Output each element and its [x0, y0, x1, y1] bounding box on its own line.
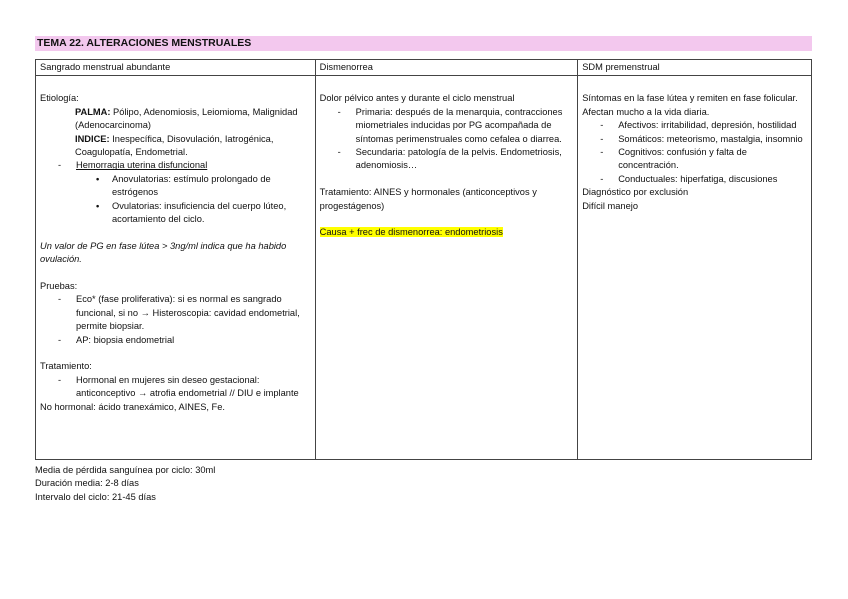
pg-note: Un valor de PG en fase lútea > 3ng/ml indica que ha habido ovulación.: [40, 240, 287, 265]
palma-line: [40, 106, 311, 133]
pruebas-label: Pruebas:: [40, 281, 78, 292]
list-item: - Primaria: después de la menarquia, contracciones miometriales inducidas por PG acompañada de síntomas perimenstruales como cefalea o diarrea.: [320, 106, 574, 146]
summary-table: [35, 59, 812, 460]
list-item: - Eco* (fase proliferativa): si es normal es sangrado funcional, si no → Histeroscopia: cavidad endometrial, permite biopsiar.: [40, 293, 311, 333]
list-item: - Cognitivos: confusión y falta de concentración.: [582, 146, 807, 173]
indice-line: [40, 133, 311, 160]
list-item: - Somáticos: meteorismo, mastalgia, insomnio: [582, 133, 807, 146]
diagnostico-line: Diagnóstico por exclusión: [582, 187, 689, 198]
list-item: • Anovulatorias: estímulo prolongado de estrógenos: [76, 173, 311, 200]
list-item: - AP: biopsia endometrial: [40, 334, 311, 347]
cell-sdm: [578, 76, 812, 460]
huf-label: Hemorragia uterina disfuncional: [76, 160, 208, 171]
huf-list: [40, 159, 311, 226]
causa-highlight: Causa + frec de dismenorrea: endometriosis: [319, 227, 503, 238]
sdm-intro: Síntomas en la fase lútea y remiten en fase folicular. Afectan mucho a la vida diaria.: [582, 93, 798, 117]
etiologia-label: Etiología:: [40, 93, 79, 104]
list-item: • Ovulatorias: insuficiencia del cuerpo lúteo, acortamiento del ciclo.: [76, 200, 311, 227]
footer-line: Media de pérdida sanguínea por ciclo: 30ml: [35, 465, 216, 475]
list-item: - Afectivos: irritabilidad, depresión, hostilidad: [582, 119, 807, 132]
sdm-list: [582, 119, 807, 186]
cell-sangrado: [36, 76, 316, 460]
header-dismenorrea: Dismenorrea: [315, 60, 578, 76]
list-item: - Conductuales: hiperfatiga, discusiones: [582, 173, 807, 186]
table-body-row: [36, 76, 812, 460]
header-sdm: SDM premenstrual: [578, 60, 812, 76]
page-title: TEMA 22. ALTERACIONES MENSTRUALES: [35, 36, 812, 51]
palma-text: Pólipo, Adenomiosis, Leiomioma, Malignidad (Adenocarcinoma): [75, 106, 298, 131]
huf-sublist: [76, 173, 311, 227]
list-item: - Hormonal en mujeres sin deseo gestacional: anticonceptivo → atrofia endometrial // DIU e implante: [40, 374, 311, 401]
palma-label: PALMA:: [75, 106, 111, 117]
cell-dismenorrea: [315, 76, 578, 460]
list-item: - Secundaria: patología de la pelvis. Endometriosis, adenomiosis…: [320, 146, 574, 173]
no-hormonal-line: No hormonal: ácido tranexámico, AINES, Fe.: [40, 401, 225, 412]
indice-text: Inespecífica, Disovulación, Iatrogénica, Coagulopatía, Endometrial.: [75, 133, 274, 158]
header-sangrado: Sangrado menstrual abundante: [36, 60, 316, 76]
list-item: [40, 159, 311, 226]
causa-line: [320, 226, 574, 239]
indice-label: INDICE:: [75, 133, 110, 144]
tratamiento-label: Tratamiento:: [40, 361, 92, 372]
tratamiento-list: [40, 374, 311, 401]
dismenorrea-list: [320, 106, 574, 173]
footer-notes: [35, 464, 215, 504]
dismenorrea-tratamiento: Tratamiento: AINES y hormonales (anticonceptivos y progestágenos): [319, 187, 537, 211]
footer-line: Intervalo del ciclo: 21-45 días: [35, 491, 156, 502]
dismenorrea-intro: Dolor pélvico antes y durante el ciclo menstrual: [319, 93, 515, 104]
manejo-line: Difícil manejo: [582, 200, 639, 211]
pruebas-list: [40, 293, 311, 347]
footer-line: Duración media: 2-8 días: [35, 478, 139, 489]
table-header-row: [36, 60, 812, 76]
